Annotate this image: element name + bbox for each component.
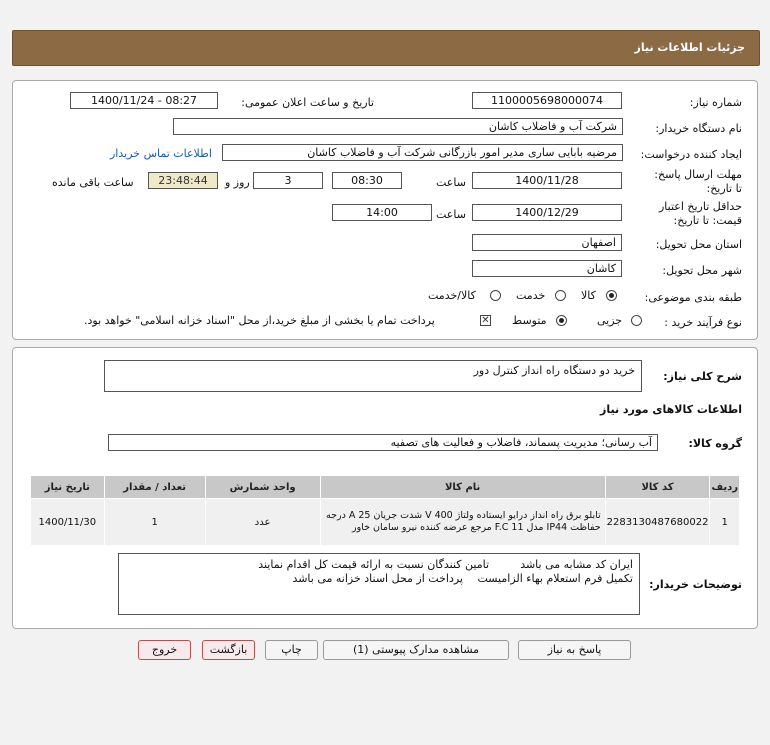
buyer-label: نام دستگاه خریدار: (655, 122, 742, 135)
description-label: شرح کلی نیاز: (663, 370, 742, 383)
col-header-unit: واحد شمارش (205, 476, 320, 499)
category-radio-goods-service[interactable] (490, 290, 501, 301)
process-medium-label: متوسط (512, 314, 547, 327)
note-line-1a: ایران کد مشابه می باشد (520, 558, 633, 571)
remaining-time-field: 23:48:44 (148, 172, 218, 189)
cell-unit: عدد (205, 499, 320, 546)
creator-label: ایجاد کننده درخواست: (640, 148, 742, 161)
category-goods-label: کالا (581, 289, 596, 302)
table-row (31, 499, 740, 546)
group-field: آب رسانی؛ مدیریت پسماند، فاضلاب و فعالیت های تصفیه (108, 434, 658, 451)
view-attachments-button[interactable]: مشاهده مدارک پیوستی (1) (323, 640, 509, 660)
back-button[interactable]: بازگشت (202, 640, 255, 660)
description-text: خرید دو دستگاه راه انداز کنترل دور (473, 364, 635, 377)
cell-code: 2283130487680022 (605, 499, 710, 546)
validity-label: حداقل تاریخ اعتبار قیمت: تا تاریخ: (658, 200, 742, 227)
buyer-notes-label: توضیحات خریدار: (649, 578, 742, 591)
contact-buyer-link[interactable]: اطلاعات تماس خریدار (110, 147, 212, 160)
validity-date-field: 1400/12/29 (472, 204, 622, 221)
category-label: طبقه بندی موضوعی: (644, 291, 742, 304)
remaining-label: ساعت باقی مانده (52, 176, 134, 189)
process-radio-minor[interactable] (631, 315, 642, 326)
deadline-label: مهلت ارسال پاسخ: تا تاریخ: (654, 168, 742, 195)
group-label: گروه کالا: (688, 437, 742, 450)
days-field: 3 (253, 172, 323, 189)
items-table (30, 475, 740, 546)
city-label: شهر محل تحویل: (662, 264, 742, 277)
cell-row-number: 1 (710, 499, 740, 546)
announce-label: تاریخ و ساعت اعلان عمومی: (241, 96, 374, 109)
note-line-1b: تامین کنندگان نسبت به ارائه قیمت کل اقدام نمایند (258, 558, 489, 571)
description-box (104, 360, 642, 392)
need-number-label: شماره نیاز: (689, 96, 742, 109)
exit-button[interactable]: خروج (138, 640, 191, 660)
cell-qty: 1 (104, 499, 205, 546)
need-number-field: 1100005698000074 (472, 92, 622, 109)
category-radio-goods[interactable] (606, 290, 617, 301)
col-header-row-number: ردیف (710, 476, 740, 499)
col-header-date: تاریخ نیاز (31, 476, 105, 499)
deadline-time-label: ساعت (436, 176, 466, 189)
province-field: اصفهان (472, 234, 622, 251)
goods-info-title: اطلاعات کالاهای مورد نیاز (600, 403, 742, 416)
category-goods-service-label: کالا/خدمت (428, 289, 476, 302)
cell-date: 1400/11/30 (31, 499, 105, 546)
payment-note: پرداخت تمام یا بخشی از مبلغ خرید،از محل "اسناد خزانه اسلامی" خواهد بود. (84, 314, 435, 327)
col-header-name: نام کالا (320, 476, 605, 499)
print-button[interactable]: چاپ (265, 640, 318, 660)
buyer-field: شرکت آب و فاضلاب کاشان (173, 118, 623, 135)
category-radio-service[interactable] (555, 290, 566, 301)
province-label: استان محل تحویل: (655, 238, 742, 251)
validity-time-field: 14:00 (332, 204, 432, 221)
table-header-row (31, 476, 740, 499)
process-label: نوع فرآیند خرید : (664, 316, 742, 329)
cell-name: تابلو برق راه انداز درایو ایستاده ولتاژ 400 V شدت جریان 25 A درجه حفاظت IP44 مدل F.C 11 مرجع عرضه کننده نیرو سامان خاور (320, 499, 605, 546)
days-label: روز و (225, 176, 250, 189)
process-minor-label: جزیی (597, 314, 623, 327)
announce-field: 1400/11/24 - 08:27 (70, 92, 218, 109)
deadline-time-field: 08:30 (332, 172, 402, 189)
col-header-code: کد کالا (605, 476, 710, 499)
note-line-2b: پرداخت از محل اسناد خزانه می باشد (292, 572, 463, 585)
category-service-label: خدمت (516, 289, 546, 302)
validity-time-label: ساعت (436, 208, 466, 221)
treasury-checkbox[interactable]: ✕ (481, 315, 490, 326)
page-title: جزئیات اطلاعات نیاز (634, 41, 745, 54)
buyer-notes-box (118, 553, 640, 615)
page-header (12, 30, 760, 66)
creator-field: مرضیه بابایی ساری مدیر امور بازرگانی شرکت آب و فاضلاب کاشان (222, 144, 623, 161)
city-field: کاشان (472, 260, 622, 277)
col-header-qty: تعداد / مقدار (104, 476, 205, 499)
deadline-date-field: 1400/11/28 (472, 172, 622, 189)
process-radio-medium[interactable] (556, 315, 567, 326)
reply-button[interactable]: پاسخ به نیاز (518, 640, 631, 660)
note-line-2a: تکمیل فرم استعلام بهاء الزامیست (477, 572, 633, 585)
